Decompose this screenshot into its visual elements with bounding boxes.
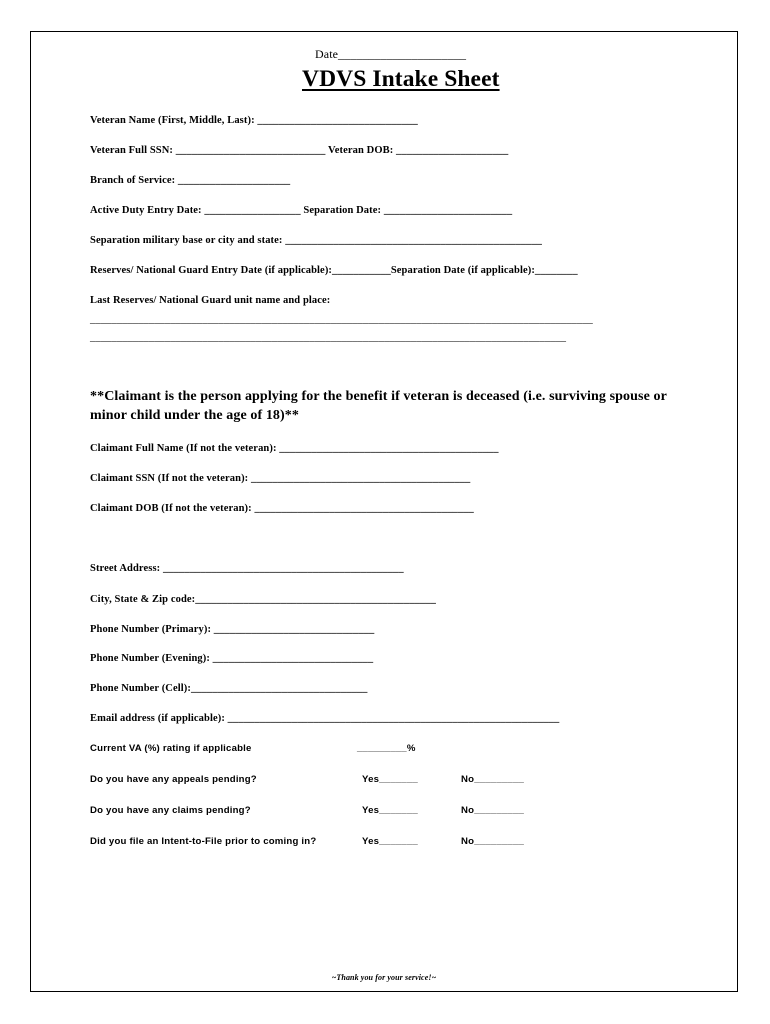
claimant-note-line-2: minor child under the age of 18)** bbox=[90, 408, 299, 423]
appeals-no-field[interactable]: No_________ bbox=[461, 774, 525, 785]
email-field[interactable]: Email address (if applicable): ______________________________________________________________ bbox=[90, 713, 560, 724]
city-state-zip-field[interactable]: City, State & Zip code:_____________________________________________ bbox=[90, 594, 436, 605]
claimant-dob-field[interactable]: Claimant DOB (If not the veteran): _________________________________________ bbox=[90, 503, 474, 514]
claims-yes-field[interactable]: Yes_______ bbox=[362, 805, 418, 816]
veteran-ssn-dob-field[interactable]: Veteran Full SSN: ____________________________ Veteran DOB: _____________________ bbox=[90, 145, 509, 156]
branch-of-service-field[interactable]: Branch of Service: _____________________ bbox=[90, 175, 291, 186]
form-page bbox=[30, 31, 738, 992]
itf-yes-field[interactable]: Yes_______ bbox=[362, 836, 418, 847]
phone-evening-field[interactable]: Phone Number (Evening): ______________________________ bbox=[90, 653, 374, 664]
date-field[interactable]: Date_____________________ bbox=[315, 47, 467, 61]
appeals-question-label: Do you have any appeals pending? bbox=[90, 774, 257, 785]
claims-question-label: Do you have any claims pending? bbox=[90, 805, 251, 816]
claimant-ssn-field[interactable]: Claimant SSN (If not the veteran): _________________________________________ bbox=[90, 473, 471, 484]
form-title: VDVS Intake Sheet bbox=[302, 66, 500, 92]
itf-question-label: Did you file an Intent-to-File prior to coming in? bbox=[90, 836, 317, 847]
va-rating-field[interactable]: _________% bbox=[357, 743, 416, 754]
claimant-name-field[interactable]: Claimant Full Name (If not the veteran): _________________________________________ bbox=[90, 443, 499, 454]
phone-primary-field[interactable]: Phone Number (Primary): ______________________________ bbox=[90, 624, 375, 635]
reserves-dates-field[interactable]: Reserves/ National Guard Entry Date (if applicable):___________Separation Date (if applicable):________ bbox=[90, 265, 578, 276]
footer-thanks: ~Thank you for your service!~ bbox=[331, 973, 437, 982]
claimant-note-line-1: **Claimant is the person applying for the benefit if veteran is deceased (i.e. surviving spouse or bbox=[90, 389, 667, 404]
appeals-yes-field[interactable]: Yes_______ bbox=[362, 774, 418, 785]
separation-base-field[interactable]: Separation military base or city and state: ________________________________________________ bbox=[90, 235, 543, 246]
va-rating-label: Current VA (%) rating if applicable bbox=[90, 743, 252, 754]
claims-no-field[interactable]: No_________ bbox=[461, 805, 525, 816]
last-unit-line-1[interactable]: ______________________________________________________________________________________________ bbox=[90, 314, 593, 325]
last-unit-line-2[interactable]: _________________________________________________________________________________________ bbox=[90, 332, 567, 343]
veteran-name-field[interactable]: Veteran Name (First, Middle, Last): ______________________________ bbox=[90, 115, 418, 126]
last-unit-label: Last Reserves/ National Guard unit name and place: bbox=[90, 295, 331, 306]
entry-separation-date-field[interactable]: Active Duty Entry Date: __________________ Separation Date: ________________________ bbox=[90, 205, 513, 216]
street-address-field[interactable]: Street Address: _____________________________________________ bbox=[90, 563, 404, 574]
itf-no-field[interactable]: No_________ bbox=[461, 836, 525, 847]
phone-cell-field[interactable]: Phone Number (Cell):_________________________________ bbox=[90, 683, 368, 694]
